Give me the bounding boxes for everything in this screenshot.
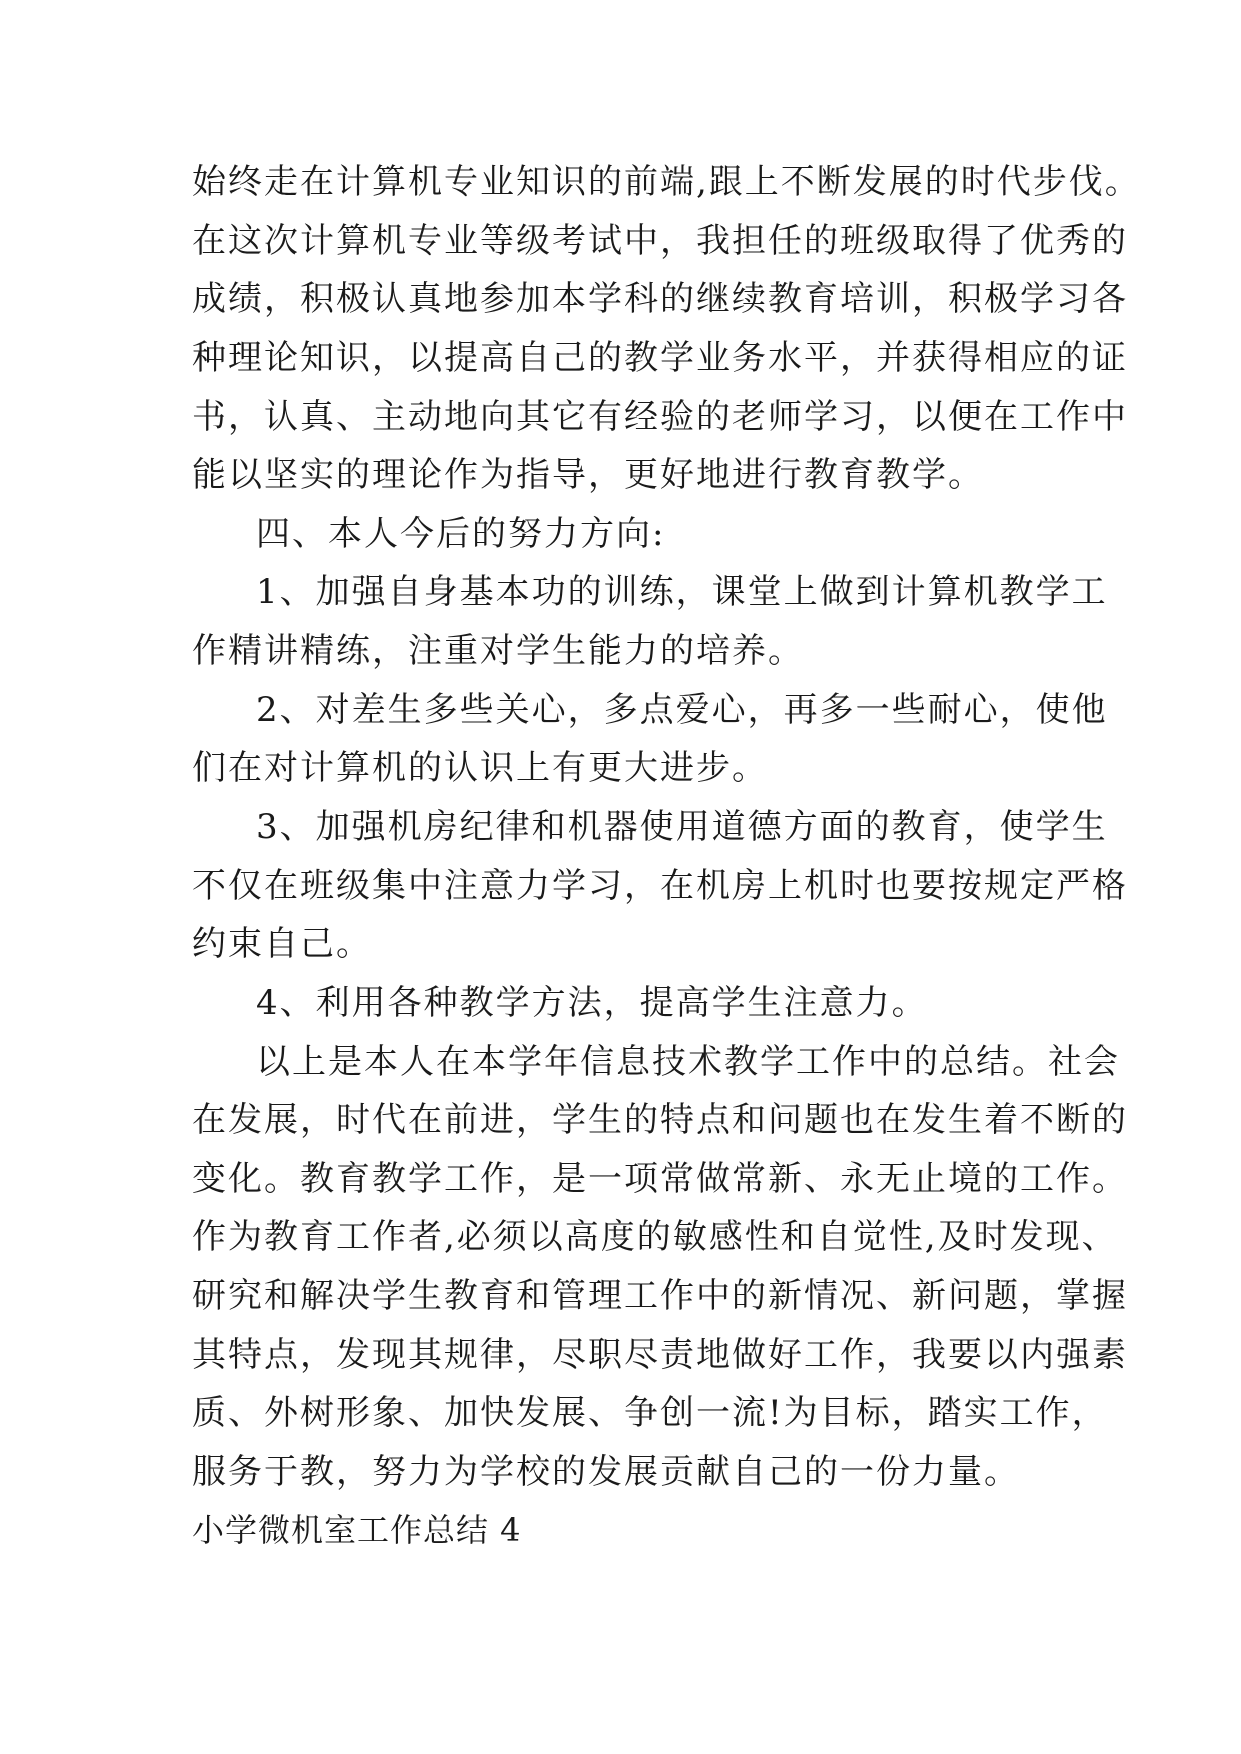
list-item-line: 不仅在班级集中注意力学习，在机房上机时也要按规定严格 — [192, 866, 1128, 906]
paragraph-line: 在发展，时代在前进，学生的特点和问题也在发生着不断的 — [192, 1100, 1128, 1140]
paragraph-line: 成绩，积极认真地参加本学科的继续教育培训，积极学习各 — [192, 279, 1128, 319]
list-item-line: 1、加强自身基本功的训练，课堂上做到计算机教学工 — [256, 572, 1108, 612]
paragraph-line: 能以坚实的理论作为指导，更好地进行教育教学。 — [192, 455, 984, 495]
paragraph-line: 以上是本人在本学年信息技术教学工作中的总结。社会 — [256, 1042, 1120, 1082]
paragraph-line: 书，认真、主动地向其它有经验的老师学习，以便在工作中 — [192, 397, 1128, 437]
next-section-title: 小学微机室工作总结 4 — [192, 1511, 522, 1549]
paragraph-line: 变化。教育教学工作，是一项常做常新、永无止境的工作。 — [192, 1159, 1128, 1199]
list-item-line: 2、对差生多些关心，多点爱心，再多一些耐心，使他 — [256, 690, 1108, 730]
paragraph-line: 质、外树形象、加快发展、争创一流!为目标，踏实工作， — [192, 1393, 1108, 1433]
section-heading-line: 四、本人今后的努力方向: — [256, 514, 666, 554]
paragraph-line: 研究和解决学生教育和管理工作中的新情况、新问题，掌握 — [192, 1276, 1128, 1316]
list-item-line: 4、利用各种教学方法，提高学生注意力。 — [256, 983, 928, 1023]
list-item-line: 3、加强机房纪律和机器使用道德方面的教育，使学生 — [256, 807, 1108, 847]
paragraph-line: 服务于教，努力为学校的发展贡献自己的一份力量。 — [192, 1452, 1020, 1492]
paragraph-line: 作为教育工作者,必须以高度的敏感性和自觉性,及时发现、 — [192, 1217, 1118, 1257]
list-item-line: 们在对计算机的认识上有更大进步。 — [192, 748, 768, 788]
list-item-line: 约束自己。 — [192, 924, 372, 964]
paragraph-line: 在这次计算机专业等级考试中，我担任的班级取得了优秀的 — [192, 221, 1128, 261]
paragraph-line: 始终走在计算机专业知识的前端,跟上不断发展的时代步伐。 — [192, 162, 1141, 202]
paragraph-line: 种理论知识，以提高自己的教学业务水平，并获得相应的证 — [192, 338, 1128, 378]
list-item-line: 作精讲精练，注重对学生能力的培养。 — [192, 631, 804, 671]
paragraph-line: 其特点，发现其规律，尽职尽责地做好工作，我要以内强素 — [192, 1335, 1128, 1375]
